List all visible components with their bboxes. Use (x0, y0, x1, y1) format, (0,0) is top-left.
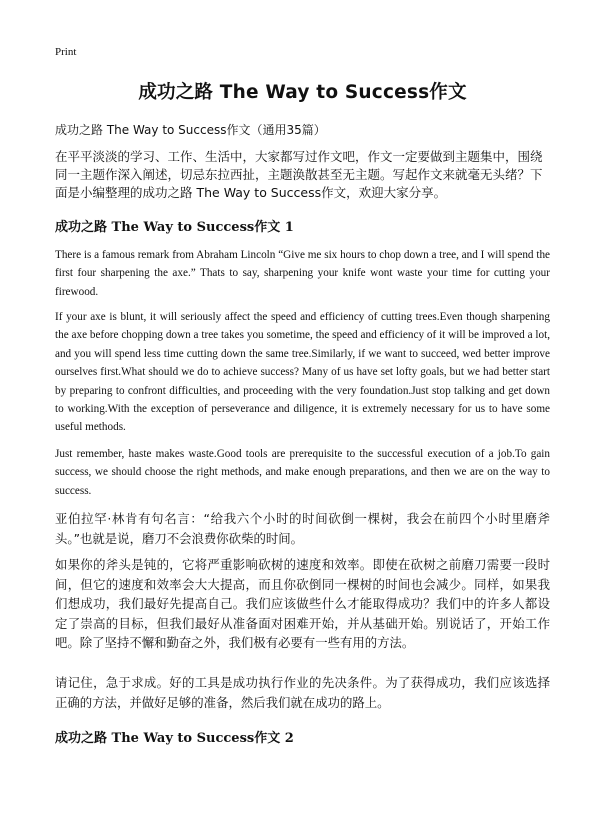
section-heading-1: 成功之路 The Way to Success作文 1 (55, 220, 294, 235)
chinese-paragraph-3: 请记住，急于求成。好的工具是成功执行作业的先决条件。为了获得成功，我们应该选择正确的方法，并做好足够的准备，然后我们就在成功的路上。 (55, 675, 550, 710)
page-title: 成功之路 The Way to Success作文 (138, 82, 467, 103)
print-label: Print (55, 46, 77, 58)
english-paragraph-2: If your axe is blunt, it will seriously affect the speed and efficiency of cutting trees.Even though sharpening the axe before chopping down a tree takes you sometime, the speed and efficiency of it will be improved a lot, and you will spend less time cutting down the same tree.Similarly, if we want to succeed, wed better improve ourselves first.What should we do to achieve success? Many of us have set lofty goals, but we had better start by preparing to confront difficulties, and proceeding with the very foundation.Just stop talking and get down to working.With the exception of perseverance and diligence, it is extremely necessary for us to have some useful methods. (55, 311, 550, 434)
section-heading-2: 成功之路 The Way to Success作文 2 (55, 731, 294, 746)
intro-paragraph: 在平平淡淡的学习、工作、生活中，大家都写过作文吧，作文一定要做到主题集中，围绕同一主题作深入阐述，切忌东拉西扯，主题涣散甚至无主题。写起作文来就毫无头绪？下面是小编整理的成功之路 The Way to Success作文，欢迎大家分享。 (55, 149, 543, 200)
document-subtitle: 成功之路 The Way to Success作文（通用35篇） (55, 123, 326, 137)
english-paragraph-3: Just remember, haste makes waste.Good tools are prerequisite to the successful execution of a job.To gain success, we should choose the right methods, and make enough preparations, and then we are on the way to success. (55, 448, 550, 497)
chinese-paragraph-1: 亚伯拉罕·林肯有句名言：“给我六个小时的时间砍倒一棵树，我会在前四个小时里磨斧头。”也就是说，磨刀不会浪费你砍柴的时间。 (55, 511, 550, 546)
english-paragraph-1: There is a famous remark from Abraham Lincoln “Give me six hours to chop down a tree, and I will spend the first four sharpening the axe.” Thats to say, sharpening your knife wont waste your time for cutting your firewood. (55, 249, 550, 298)
chinese-paragraph-2: 如果你的斧头是钝的，它将严重影响砍树的速度和效率。即使在砍树之前磨刀需要一段时间，但它的速度和效率会大大提高，而且你砍倒同一棵树的时间也会减少。同样，如果我们想成功，我们最好先提高自己。我们应该做些什么才能取得成功？我们中的许多人都设定了崇高的目标，但我们最好从准备面对困难开始，并从基础开始。别说话了，开始工作吧。除了坚持不懈和勤奋之外，我们极有必要有一些有用的方法。 (55, 557, 550, 650)
